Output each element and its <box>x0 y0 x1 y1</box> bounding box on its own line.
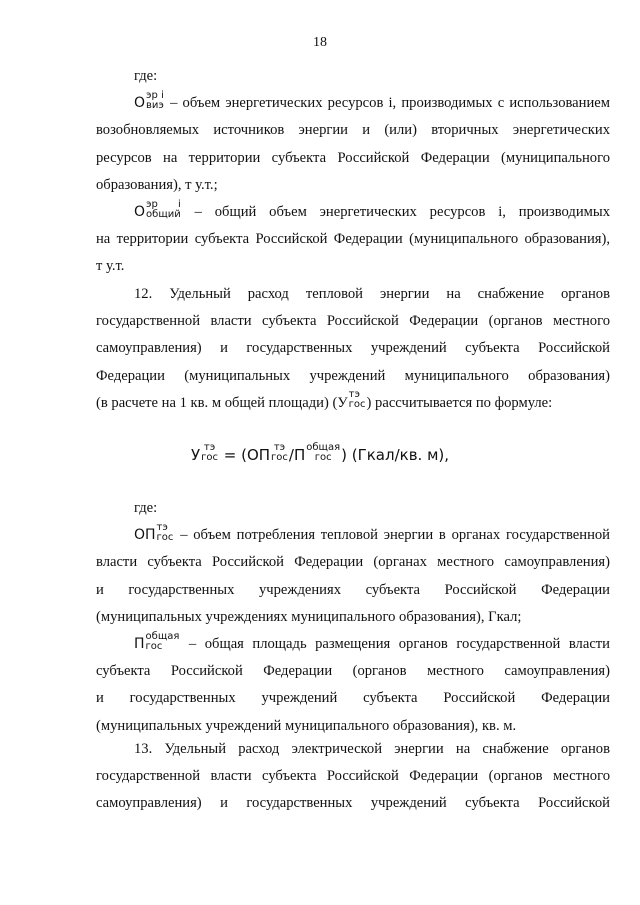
text-line: Федерации (муниципальных учреждений муниципального образования) <box>96 367 610 384</box>
def-text: – объем энергетических ресурсов i, производимых с использованием <box>170 95 610 112</box>
sup-er-i: эр i <box>146 198 181 210</box>
text-line: на территории субъекта Российской Федерации (муниципального образования), <box>96 231 610 248</box>
page-number: 18 <box>313 35 327 50</box>
text-line: государственной власти субъекта Российской Федерации (органов местного <box>96 313 610 330</box>
text-line: возобновляемых источников энергии и (или) вторичных энергетических <box>96 122 610 139</box>
paragraph-12 <box>96 281 610 417</box>
text-line: государственной власти субъекта Российской Федерации (органов местного <box>96 768 610 785</box>
formula: У тэ гос = (ОП тэ гос /П общая гос ) (Гкал/кв. м), <box>190 441 450 464</box>
def-o-total <box>96 199 610 226</box>
text-line: самоуправления) и государственных учреждений субъекта Российской <box>96 340 610 357</box>
sub-total: общий <box>146 208 181 220</box>
def-text: – общий объем энергетических ресурсов i, производимых <box>194 203 610 220</box>
text-line: (муниципальных учреждениях муниципального образования), Гкал; <box>96 608 522 625</box>
text-line: ресурсов на территории субъекта Российской Федерации (муниципального <box>96 149 610 166</box>
def-op: ОП тэ гос – объем потребления тепловой энергии в органах государственной <box>134 521 610 544</box>
text-line: 12. Удельный расход тепловой энергии на снабжение органов <box>134 286 610 302</box>
paragraph-13 <box>96 736 610 818</box>
sup-er-i: эр i <box>146 89 164 101</box>
where-label-1: где: <box>134 68 158 84</box>
text-line: (муниципальных учреждений муниципального образования), кв. м. <box>96 717 517 734</box>
text-line: субъекта Российской Федерации (органов местного самоуправления) <box>96 663 610 680</box>
text-line: власти субъекта Российской Федерации (органах местного самоуправления) <box>96 554 610 571</box>
definitions-block-2 <box>96 495 610 740</box>
def-o-vie <box>96 90 610 117</box>
text-line: т у.т. <box>96 258 125 275</box>
text-line: и государственных учреждений субъекта Российской Федерации <box>96 690 610 707</box>
text-line: 13. Удельный расход электрической энергии на снабжение органов <box>134 741 610 757</box>
symbol-o: О <box>134 95 146 112</box>
def-p: П общая гос – общая площадь размещения органов государственной власти <box>134 630 610 652</box>
definitions-block-1 <box>96 63 610 281</box>
text-line-with-symbol: (в расчете на 1 кв. м общей площади) (У тэ гос ) рассчитывается по формуле: <box>96 389 553 411</box>
sub-vie: виэ <box>146 99 164 111</box>
text-line: и государственных учреждениях субъекта Российской Федерации <box>96 581 610 598</box>
where-label-2: где: <box>134 500 158 516</box>
symbol-o: О <box>134 203 146 220</box>
text-line: самоуправления) и государственных учреждений субъекта Российской <box>96 795 610 812</box>
text-line: образования), т у.т.; <box>96 176 218 193</box>
